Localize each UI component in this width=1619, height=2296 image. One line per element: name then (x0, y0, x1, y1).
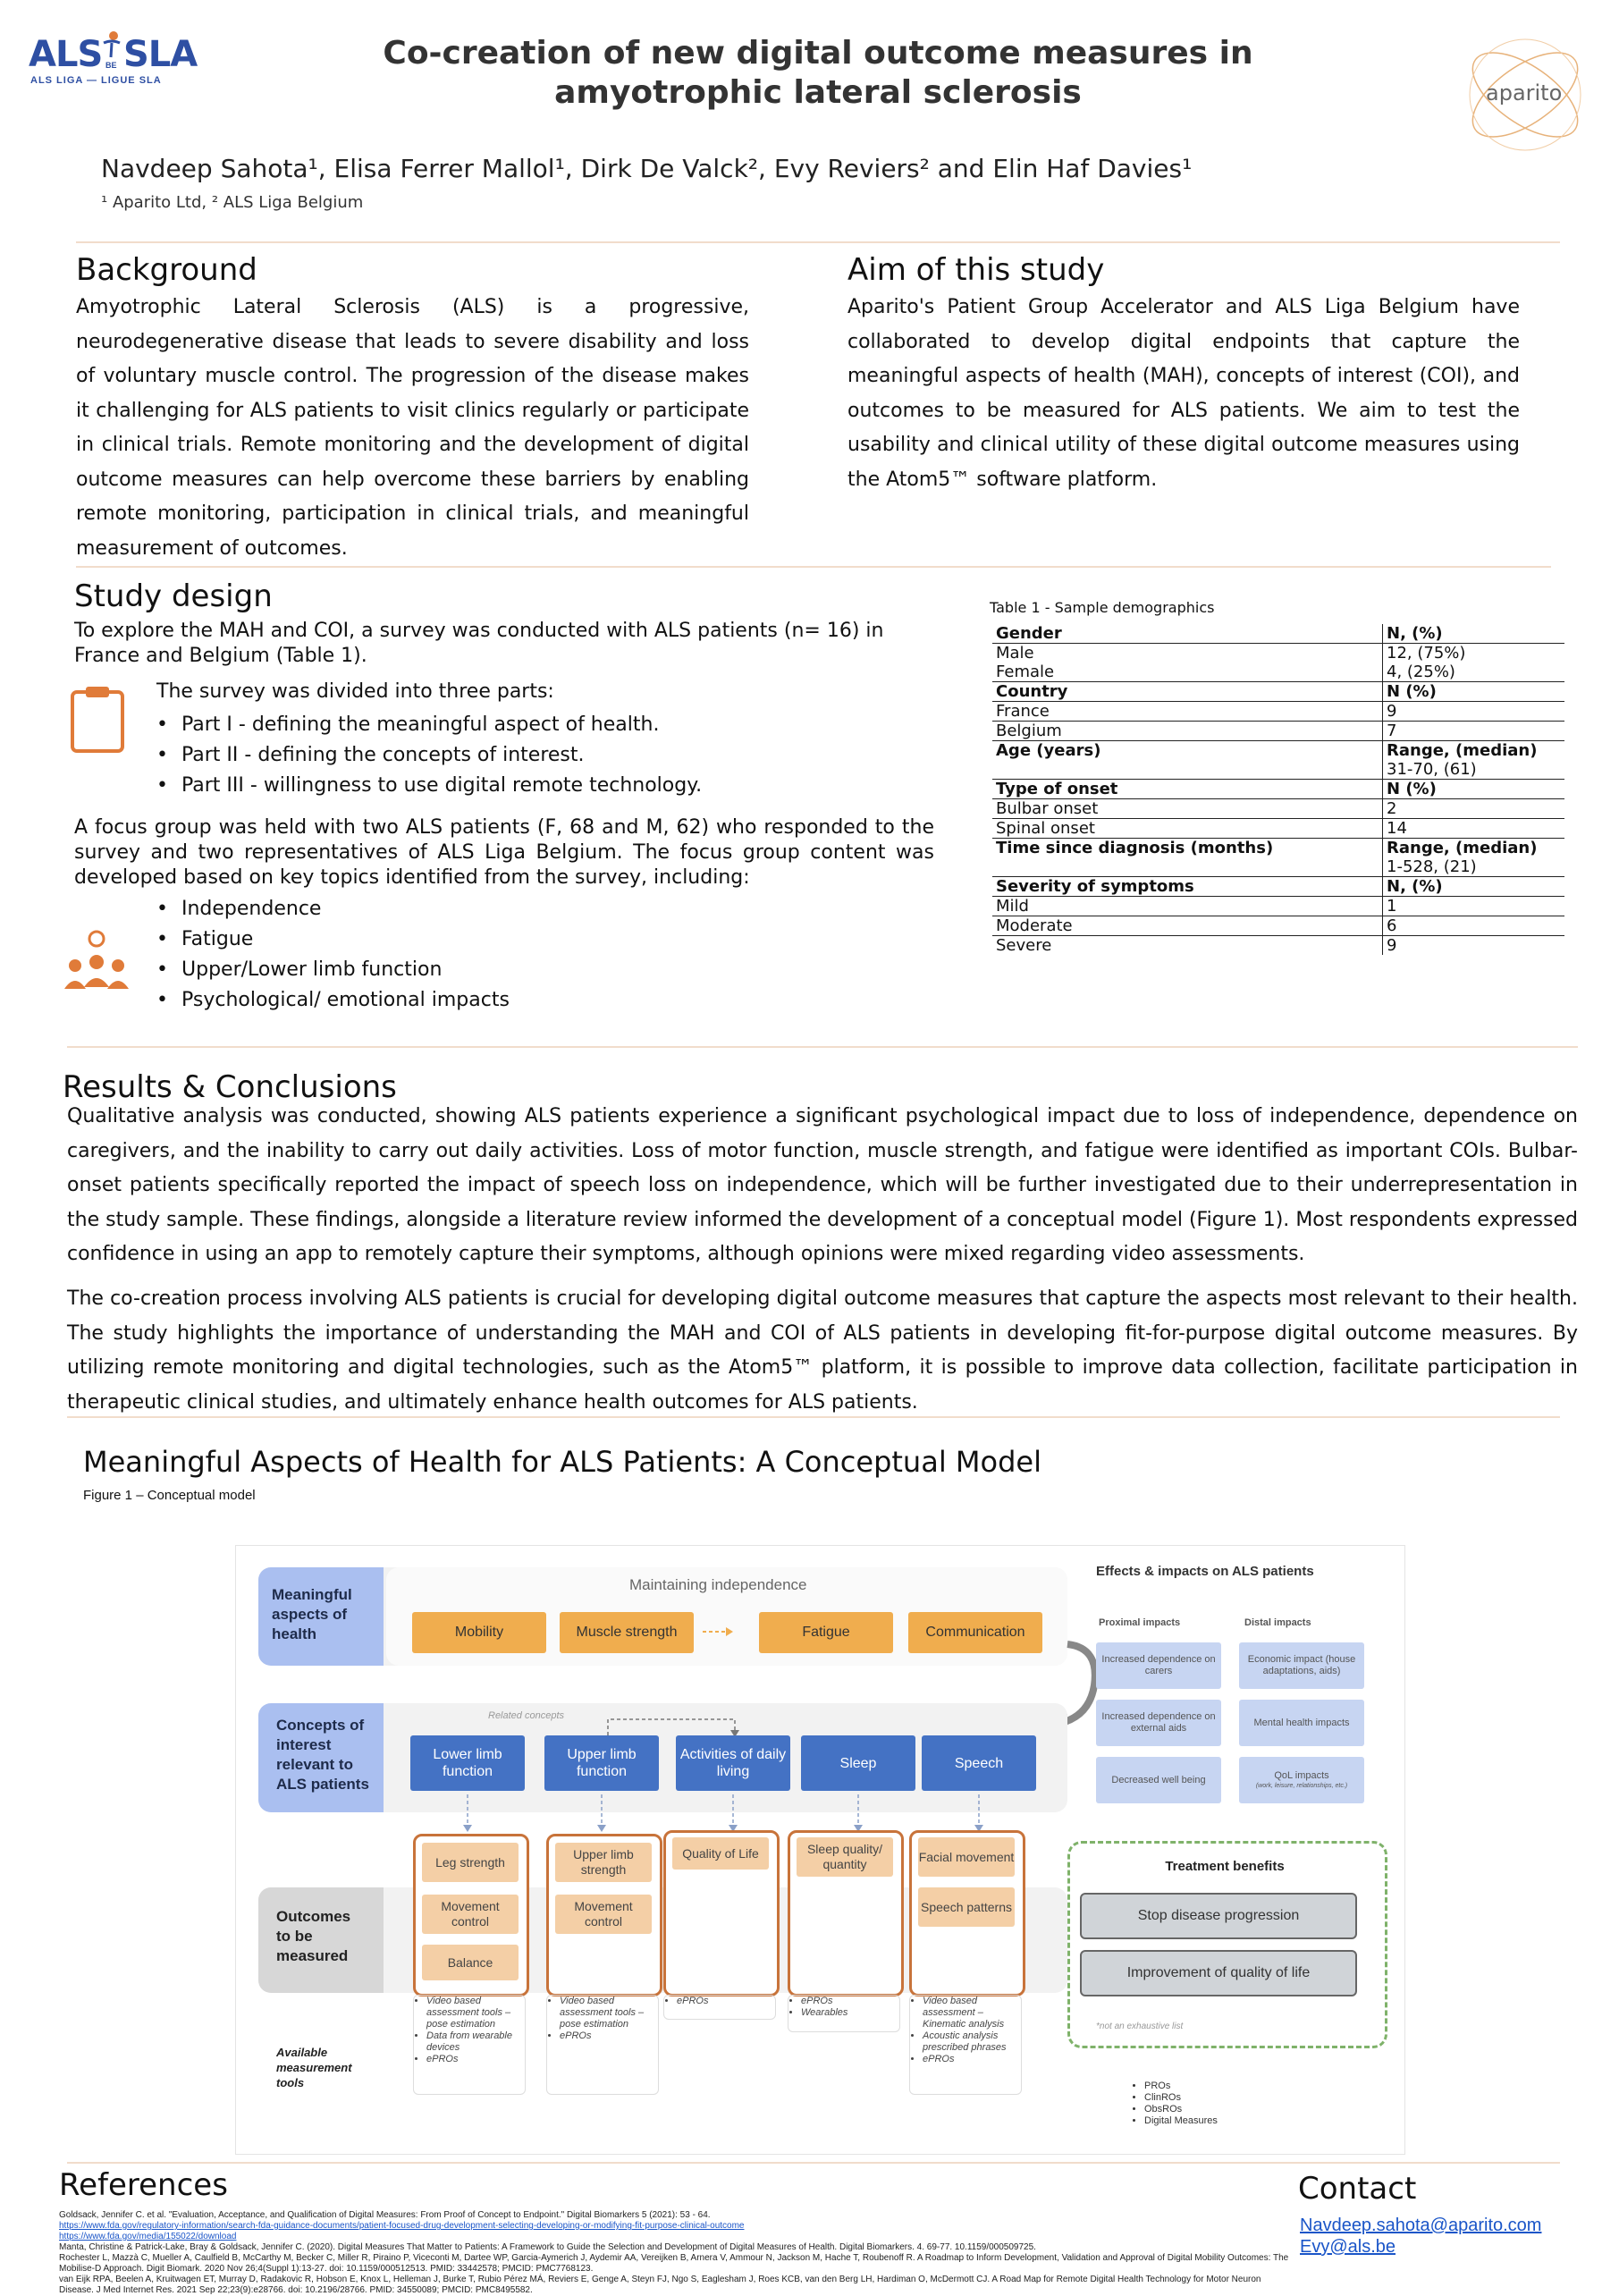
table-cell-value: 7 (1383, 722, 1565, 741)
divider (67, 1046, 1578, 1048)
legend-item: • Digital Measures (1144, 2115, 1218, 2127)
qol-impacts-label: QoL impacts (1274, 1770, 1329, 1781)
reference-link[interactable] (59, 2221, 1293, 2232)
als-liga-logo (29, 34, 212, 88)
focus-group-text: A focus group was held with two ALS patients (F, 68 and M, 62) who responded to the survey and two representatives of ALS Liga Belgium. The focus group content was developed based on key topics identified from the survey, including: (74, 816, 934, 889)
coi-speech: Speech (922, 1735, 1036, 1791)
reference-url[interactable]: https://www.fda.gov/regulatory-information/search-fda-guidance-documents/patient-focused-drug-development-selecting-developing-or-modifying-fit-purpose-clinical-outcome (59, 2221, 745, 2231)
reference-item: Goldsack, Jennifer C. et al. "Evaluation, Acceptance, and Qualification of Digital Measures: From Proof of Concept to Endpoint." Digital Biomarkers 5 (2021): 53 - 64. (59, 2210, 711, 2220)
proximal-impact-2: Increased dependence on external aids (1096, 1700, 1221, 1746)
effects-title: Effects & impacts on ALS patients (1096, 1564, 1314, 1579)
table-cell-value: 4, (25%) (1383, 663, 1565, 682)
table-row (992, 624, 1564, 644)
references-list (59, 2210, 1293, 2296)
coi-upper-limb: Upper limb function (544, 1735, 659, 1791)
logo-figure-icon (100, 30, 123, 61)
focus-topics-list (156, 894, 510, 1016)
table-row (992, 663, 1564, 682)
tool-item: • ePROs (426, 2054, 525, 2065)
mah-communication: Communication (908, 1612, 1042, 1653)
legend-item: • ObsROs (1144, 2104, 1218, 2115)
results-heading: Results & Conclusions (63, 1069, 397, 1105)
distal-impact-3 (1239, 1757, 1364, 1803)
mah-fatigue: Fatigue (759, 1612, 893, 1653)
tool-item: • Video based assessment tools – pose estimation (426, 1996, 525, 2030)
proximal-impact-1: Increased dependence on carers (1096, 1642, 1221, 1689)
conceptual-model-diagram (235, 1545, 1405, 2155)
qol-impacts-sub: (work, leisure, relationships, etc.) (1255, 1783, 1348, 1789)
table-row (992, 702, 1564, 722)
table-cell-label: Female (992, 663, 1383, 682)
mah-label: Meaningful aspects of health (272, 1586, 352, 1642)
logo-sla-text: SLA (123, 34, 198, 75)
list-item: • Part III - willingness to use digital remote technology. (156, 771, 702, 801)
clipboard-icon (68, 683, 127, 755)
table-cell-value: 31-70, (61) (1383, 760, 1565, 780)
results-paragraph-1: Qualitative analysis was conducted, showing ALS patients experience a significant psychological impact due to loss of independence, dependence on caregivers, and the inability to carry out daily activities. Loss of motor function, muscle strength, and fatigue were identified as important COIs. Bulbar-onset patients specifically reported the impact of speech loss on independence, which will be further investigated due to their underrepresentation in the study sample. These findings, alongside a literature review informed the development of a conceptual model (Figure 1). Most respondents expressed confidence in using an app to remotely capture their symptoms, although opinions were mixed regarding video assessments. (67, 1105, 1578, 1265)
table-row (992, 897, 1564, 916)
tool-item: • ePROs (677, 1996, 775, 2007)
outcomes-label: Outcomes to be measured (276, 1908, 351, 1964)
logo-be-text: BE (105, 61, 117, 70)
outcome-movement-control: Movement control (555, 1895, 652, 1934)
aim-heading: Aim of this study (847, 252, 1105, 288)
results-paragraph-2: The co-creation process involving ALS patients is crucial for developing digital outcome measures that capture the aspects most relevant to their health. The study highlights the importance of understanding the MAH and COI of ALS patients in developing fit-for-purpose digital outcome measures. By utilizing remote monitoring and digital technologies, such as the Atom5™ platform, it is possible to improve data collection, facilitate participation in therapeutic clinical studies, and ultimately enhance health outcomes for ALS patients. (67, 1287, 1578, 1414)
list-item: • Psychological/ emotional impacts (156, 985, 510, 1016)
table-cell-label: Time since diagnosis (months) (996, 839, 1274, 857)
table-cell-label: Type of onset (992, 780, 1383, 799)
list-item: • Independence (156, 894, 510, 924)
tools-list-5 (909, 1995, 1022, 2095)
dashed-arrow-icon (703, 1625, 735, 1639)
background-text: Amyotrophic Lateral Sclerosis (ALS) is a progressive, neurodegenerative disease that leads to severe disability and loss of voluntary muscle control. The progression of the disease makes it challenging for ALS patients to visit clinics regularly or participate in clinical trials. Remote monitoring and the development of digital outcome measures can help overcome these barriers by enabling remote monitoring, participation in clinical trials, and meaningful measurement of outcomes. (76, 296, 749, 560)
tools-list-4 (788, 1995, 900, 2032)
aparito-logo (1457, 27, 1593, 163)
table-cell-value: Range, (median) (1383, 839, 1565, 858)
table-cell-value: 6 (1383, 916, 1565, 936)
table-row (992, 916, 1564, 936)
distal-impact-1: Economic impact (house adaptations, aids) (1239, 1642, 1364, 1689)
outcome-movement-control: Movement control (422, 1895, 519, 1934)
table-cell-label: Age (years) (996, 741, 1101, 760)
authors: Navdeep Sahota¹, Elisa Ferrer Mallol¹, Dirk De Valck², Evy Reviers² and Elin Haf Davies¹ (101, 154, 1193, 183)
outcome-speech-patterns: Speech patterns (918, 1887, 1015, 1927)
table-row (992, 722, 1564, 741)
survey-lead: The survey was divided into three parts: (156, 680, 554, 703)
outcome-facial-movement: Facial movement (918, 1837, 1015, 1877)
reference-item: Rochester L, Mazzà C, Mueller A, Caulfield B, McCarthy M, Becker C, Miller R, Piraino P, Viceconti M, Dartee WP, Garcia-Aymerich J, Aydemir AA, Vereijken B, Arnera V, Ammour N, Jackson M, Hache T, Roubenoff R. A Roadmap to Inform Development, Validation and Approval of Digital Mobility Outcomes: The Mobilise-D Approach. Digit Biomark. 2020 Nov 26;4(Suppl 1):13-27. doi: 10.1159/000512513. PMID: 33442578; PMCID: PMC7768123. (59, 2253, 1289, 2274)
tools-list-1 (413, 1995, 526, 2095)
table-cell-label: France (992, 702, 1383, 722)
table-cell-value: Range, (median) (1383, 741, 1565, 761)
tool-item: • Data from wearable devices (426, 2030, 525, 2054)
table-cell-label: Country (992, 682, 1383, 702)
table-cell-value: N (%) (1383, 682, 1565, 702)
proximal-title: Proximal impacts (1099, 1617, 1181, 1628)
table-cell-label (992, 857, 1383, 877)
table-cell-value: N, (%) (1383, 877, 1565, 897)
down-arrows (397, 1793, 1058, 1834)
table-cell-label: Moderate (992, 916, 1383, 936)
demographics-table (992, 624, 1564, 955)
outcome-sleep-quality: Sleep quality/ quantity (797, 1837, 893, 1877)
coi-sleep: Sleep (801, 1735, 915, 1791)
divider (67, 2162, 1560, 2164)
table-row (992, 760, 1564, 780)
treatment-improve-qol: Improvement of quality of life (1080, 1950, 1357, 1996)
table-row (992, 780, 1564, 799)
table-row (992, 936, 1564, 956)
divider (76, 241, 1560, 243)
table-cell-value: 12, (75%) (1383, 644, 1565, 663)
tool-item: • ePROs (560, 2030, 658, 2042)
list-item: • Fatigue (156, 924, 510, 955)
outcome-leg-strength: Leg strength (422, 1843, 519, 1882)
tools-list-2 (546, 1995, 659, 2095)
survey-parts-list (156, 710, 702, 801)
poster-title (340, 34, 1296, 113)
table-cell-label: Gender (992, 624, 1383, 644)
contact-email-2[interactable]: Evy@als.be (1300, 2237, 1396, 2257)
list-item: • Upper/Lower limb function (156, 955, 510, 985)
tool-item: • Wearables (801, 2007, 899, 2019)
table-cell-label: Bulbar onset (992, 799, 1383, 819)
treatment-title: Treatment benefits (1165, 1859, 1285, 1874)
contact-email-1[interactable]: Navdeep.sahota@aparito.com (1300, 2216, 1542, 2235)
table-row (992, 682, 1564, 702)
study-intro: To explore the MAH and COI, a survey was conducted with ALS patients (n= 16) in France and Belgium (Table 1). (74, 620, 884, 667)
aim-text: Aparito's Patient Group Accelerator and ALS Liga Belgium have collaborated to develop digital endpoints that capture the meaningful aspects of health (MAH), concepts of interest (COI), and outcomes to be measured for ALS patients. We aim to test the usability and clinical utility of these digital outcome measures using the Atom5™ software platform. (847, 296, 1520, 491)
not-exhaustive-note: *not an exhaustive list (1096, 2022, 1184, 2031)
table-cell-value: N (%) (1383, 780, 1565, 799)
tools-label: Available measurement tools (276, 2046, 352, 2089)
table-cell-value: 14 (1383, 819, 1565, 839)
mah-muscle-strength: Muscle strength (560, 1612, 694, 1653)
table-cell-label: Severity of symptoms (992, 877, 1383, 897)
coi-lower-limb: Lower limb function (410, 1735, 525, 1791)
table-cell-value: 1 (1383, 897, 1565, 916)
divider (67, 1416, 1560, 1418)
table-row (992, 877, 1564, 897)
references-heading: References (59, 2167, 228, 2203)
mah-title: Maintaining independence (629, 1576, 807, 1593)
list-item: • Part II - defining the concepts of interest. (156, 740, 702, 771)
proximal-impact-3: Decreased well being (1096, 1757, 1221, 1803)
affiliations: ¹ Aparito Ltd, ² ALS Liga Belgium (101, 193, 364, 212)
tool-item: • ePROs (801, 1996, 899, 2007)
coi-adl: Activities of daily living (676, 1735, 790, 1791)
table-row (992, 839, 1564, 858)
outcome-quality-of-life: Quality of Life (672, 1837, 769, 1870)
title-line-1: Co-creation of new digital outcome measures in (383, 35, 1253, 72)
table-row (992, 644, 1564, 663)
table-row (992, 857, 1564, 877)
coi-related-label: Related concepts (488, 1710, 564, 1721)
table-cell-value: N, (%) (1383, 624, 1565, 644)
reference-item: van Eijk RPA, Beelen A, Kruitwagen ET, Murray D, Radakovic R, Hobson E, Knox L, Helleman J, Burke T, Rubio Pérez MÁ, Reviers E, Genge A, Steyn FJ, Ngo S, Eaglesham J, Roes KCB, van den Berg LH, Hardiman O, McDermott CJ. A Road Map for Remote Digital Health Technology for Motor Neuron Disease. J Med Internet Res. 2021 Sep 22;23(9):e28766. doi: 10.2196/28766. PMID: 34550089; PMCID: PMC8495582. (59, 2275, 1261, 2295)
outcome-upper-limb-strength: Upper limb strength (555, 1843, 652, 1882)
table-cell-label: Male (996, 644, 1034, 663)
table-cell-value: 2 (1383, 799, 1565, 819)
tool-item: • ePROs (923, 2054, 1021, 2065)
model-heading: Meaningful Aspects of Health for ALS Patients: A Conceptual Model (83, 1445, 1041, 1479)
group-idea-icon (63, 930, 131, 994)
distal-title: Distal impacts (1244, 1617, 1311, 1628)
table-cell-value: 9 (1383, 936, 1565, 956)
figure-caption: Figure 1 – Conceptual model (83, 1488, 256, 1503)
table-cell-label: Severe (996, 936, 1052, 955)
tools-list-3 (663, 1995, 776, 2020)
background-heading: Background (76, 252, 257, 288)
mah-mobility: Mobility (412, 1612, 546, 1653)
table-cell-label: Belgium (992, 722, 1383, 741)
reference-link[interactable] (59, 2232, 1293, 2242)
reference-url[interactable]: https://www.fda.gov/media/155022/download (59, 2232, 237, 2241)
table-cell-value: 1-528, (21) (1383, 857, 1565, 877)
table-cell-value: 9 (1383, 702, 1565, 722)
aparito-wordmark: aparito (1486, 80, 1563, 106)
measure-types-legend (1130, 2081, 1218, 2127)
table-row (992, 819, 1564, 839)
contact-heading: Contact (1298, 2171, 1417, 2207)
divider (76, 566, 1551, 568)
logo-als-text: ALS (29, 34, 103, 75)
table-cell-label: Mild (992, 897, 1383, 916)
treatment-stop-progression: Stop disease progression (1080, 1893, 1357, 1939)
list-item: • Part I - defining the meaningful aspect of health. (156, 710, 702, 740)
tool-item: • Acoustic analysis prescribed phrases (923, 2030, 1021, 2054)
coi-label: Concepts of interest relevant to ALS patients (276, 1717, 369, 1793)
title-line-2: amyotrophic lateral sclerosis (554, 74, 1082, 111)
table-caption: Table 1 - Sample demographics (990, 599, 1215, 616)
logo-subtitle: ALS LIGA — LIGUE SLA (30, 75, 162, 86)
legend-item: • ClinROs (1144, 2092, 1218, 2104)
study-design-heading: Study design (74, 578, 273, 614)
outcome-balance: Balance (422, 1945, 519, 1980)
tool-item: • Video based assessment – Kinematic analysis (923, 1996, 1021, 2030)
table-cell-label: Spinal onset (992, 819, 1383, 839)
tool-item: • Video based assessment tools – pose estimation (560, 1996, 658, 2030)
table-row (992, 799, 1564, 819)
distal-impact-2: Mental health impacts (1239, 1700, 1364, 1746)
legend-item: • PROs (1144, 2081, 1218, 2092)
table-cell-label (992, 760, 1383, 780)
table-row (992, 741, 1564, 761)
reference-item: Manta, Christine & Patrick-Lake, Bray & Goldsack, Jennifer C. (2020). Digital Measures That Matter to Patients: A Framework to Guide the Selection and Development of Digital Measures of Health. Digital Biomarkers. 4. 69-77. 10.1159/000509725. (59, 2242, 1036, 2252)
